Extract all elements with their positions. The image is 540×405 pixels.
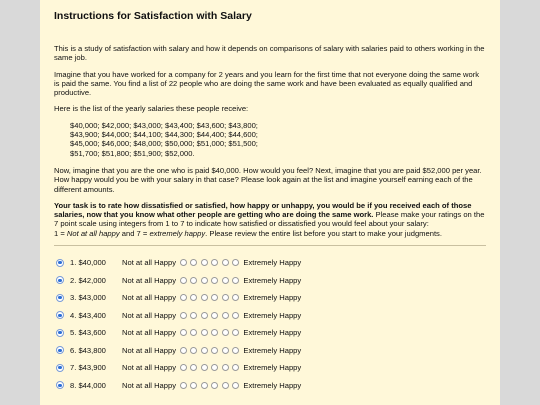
rating-option-radio-5[interactable] [222,364,229,371]
rating-option-radio-2[interactable] [190,382,197,389]
rating-option-radio-6[interactable] [232,382,239,389]
scale-low-label: Not at all Happy [122,258,177,268]
rating-option-radio-4[interactable] [211,347,218,354]
rating-option-radio-4[interactable] [211,277,218,284]
rating-option-radio-1[interactable] [180,294,187,301]
rating-option-radio-3[interactable] [201,364,208,371]
item-select-radio[interactable] [56,276,64,284]
rating-option-radio-4[interactable] [211,294,218,301]
rating-option-radio-4[interactable] [211,382,218,389]
rating-option-radio-5[interactable] [222,277,229,284]
salary-item-label: 1. $40,000 [70,258,106,268]
rating-option-radio-3[interactable] [201,347,208,354]
salary-line: $40,000; $42,000; $43,000; $43,400; $43,600; $43,800; [70,120,258,130]
rating-option-radio-4[interactable] [211,329,218,336]
rating-option-radio-2[interactable] [190,347,197,354]
rating-option-radio-6[interactable] [232,329,239,336]
rating-row [54,307,486,325]
rating-option-radio-2[interactable] [190,312,197,319]
scale-high-label: Extremely Happy [243,380,302,390]
item-select-radio[interactable] [56,294,64,302]
salary-item-label: 4. $43,400 [70,310,106,320]
rating-option-radio-1[interactable] [180,347,187,354]
item-select-radio[interactable] [56,329,64,337]
salary-item-label: 2. $42,000 [70,275,106,285]
rating-option-radio-5[interactable] [222,312,229,319]
rating-option-radio-3[interactable] [201,312,208,319]
rating-option-radio-1[interactable] [180,312,187,319]
rating-row [54,342,486,360]
rating-option-radio-5[interactable] [222,294,229,301]
rating-option-radio-6[interactable] [232,364,239,371]
scale-high-text: extremely happy [149,228,206,238]
salary-item-label: 5. $43,600 [70,328,106,338]
rating-option-radio-3[interactable] [201,382,208,389]
imagine-paragraph: Now, imagine that you are the one who is paid $40,000. How would you feel? Next, imagine that you are paid $52,000 per year. How happy would you be with your salary in that case? Please look again at the list and imagine yourself earning each of the different amounts. [54,165,482,194]
task-text: Please make your ratings on the 7 point scale using integers from 1 to 7 to indicate how satisfied or dissatisfied you would feel about your salary: [54,210,485,229]
rating-option-radio-4[interactable] [211,364,218,371]
scale-low-label: Not at all Happy [122,275,177,285]
salary-item-label: 6. $43,800 [70,345,106,355]
item-select-radio[interactable] [56,364,64,372]
salary-list-intro: Here is the list of the yearly salaries these people receive: [54,104,249,114]
rating-row [54,359,486,377]
rating-option-radio-2[interactable] [190,259,197,266]
scale-low-label: Not at all Happy [122,363,177,373]
salary-item-label: 7. $43,900 [70,363,106,373]
rating-row [54,289,486,307]
item-select-radio[interactable] [56,259,64,267]
rating-option-radio-6[interactable] [232,312,239,319]
scale-low-label: Not at all Happy [122,293,177,303]
divider [54,245,486,246]
rating-list [54,254,486,394]
scale-low-label: Not at all Happy [122,380,177,390]
rating-option-radio-6[interactable] [232,294,239,301]
scale-high-label: Extremely Happy [243,310,302,320]
instructions-page [40,0,500,405]
intro-paragraph: This is a study of satisfaction with salary and how it depends on comparisons of salary with salaries paid to others working in the same job. [54,44,485,63]
scale-high-label: Extremely Happy [243,275,302,285]
scenario-paragraph: Imagine that you have worked for a company for 2 years and you learn for the first time that not everyone doing the same work is paid the same. You find a list of 22 people who are doing the same work and have been evaluated as equally qualified and productive. [54,69,480,98]
rating-row [54,377,486,395]
rating-row [54,324,486,342]
salary-list [70,121,486,158]
rating-option-radio-1[interactable] [180,259,187,266]
salary-item-label: 8. $44,000 [70,380,106,390]
rating-option-radio-3[interactable] [201,259,208,266]
rating-option-radio-2[interactable] [190,364,197,371]
scale-low-text: Not at all happy [66,228,120,238]
rating-option-radio-4[interactable] [211,312,218,319]
rating-row [54,272,486,290]
salary-item-label: 3. $43,000 [70,293,106,303]
scale-low-label: Not at all Happy [122,310,177,320]
task-paragraph [54,201,486,238]
rating-option-radio-3[interactable] [201,294,208,301]
rating-option-radio-4[interactable] [211,259,218,266]
task-emphasis: Your task is to rate how dissatisfied or satisfied, how happy or unhappy, you would be if you received each of those salaries, now that you know what other people are getting who are doing the same work. [54,200,472,220]
scale-text: 1 = [54,228,67,238]
rating-option-radio-6[interactable] [232,347,239,354]
rating-option-radio-1[interactable] [180,364,187,371]
item-select-radio[interactable] [56,346,64,354]
rating-option-radio-3[interactable] [201,277,208,284]
scale-text: and 7 = [119,228,150,238]
rating-option-radio-5[interactable] [222,347,229,354]
rating-option-radio-2[interactable] [190,294,197,301]
scale-high-label: Extremely Happy [243,345,302,355]
rating-option-radio-1[interactable] [180,329,187,336]
salary-line: $43,900; $44,000; $44,100; $44,300; $44,400; $44,600; [70,130,258,140]
rating-option-radio-3[interactable] [201,329,208,336]
rating-option-radio-6[interactable] [232,259,239,266]
rating-option-radio-5[interactable] [222,329,229,336]
item-select-radio[interactable] [56,381,64,389]
scale-low-label: Not at all Happy [122,328,177,338]
rating-option-radio-2[interactable] [190,277,197,284]
rating-option-radio-1[interactable] [180,382,187,389]
rating-option-radio-5[interactable] [222,382,229,389]
scale-low-label: Not at all Happy [122,345,177,355]
rating-option-radio-2[interactable] [190,329,197,336]
rating-option-radio-5[interactable] [222,259,229,266]
rating-option-radio-6[interactable] [232,277,239,284]
salary-line: $45,000; $46,000; $48,000; $50,000; $51,000; $51,500; [70,139,258,149]
rating-option-radio-1[interactable] [180,277,187,284]
scale-high-label: Extremely Happy [243,363,302,373]
salary-line: $51,700; $51,800; $51,900; $52,000. [70,148,195,158]
page-title: Instructions for Satisfaction with Salary [54,10,252,22]
scale-text: . Please review the entire list before you start to make your judgments. [205,228,442,238]
scale-high-label: Extremely Happy [243,293,302,303]
rating-row [54,254,486,272]
scale-high-label: Extremely Happy [243,328,302,338]
item-select-radio[interactable] [56,311,64,319]
scale-high-label: Extremely Happy [243,258,302,268]
